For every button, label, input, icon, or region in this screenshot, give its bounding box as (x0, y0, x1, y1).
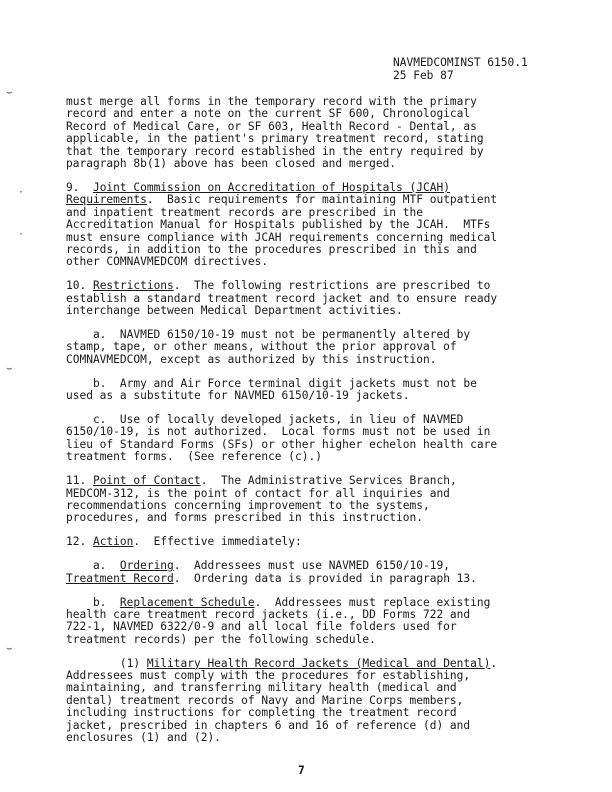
paragraph-para-10 (66, 280, 576, 317)
text-line: procedures, and forms prescribed in this instruction. (66, 511, 423, 525)
margin-mark: · (18, 229, 25, 240)
text-line: 6150/10-19, is not authorized. Local forms must not be used in (66, 425, 491, 439)
text-line: 11. Point of Contact. The Administrative Services Branch, (66, 474, 457, 488)
underlined-heading: Point of Contact (92, 474, 201, 488)
text-line: Addressees must comply with the procedures for establishing, (66, 669, 471, 683)
text-line: that the temporary record established in the entry required by (66, 144, 484, 158)
text-line: 722-1, NAVMED 6322/0-9 and all local file folders used for (66, 620, 457, 634)
underlined-heading: Replacement Schedule (119, 595, 255, 609)
underlined-heading: Restrictions (92, 279, 174, 293)
text-line: treatment forms. (See reference (c).) (66, 450, 322, 464)
margin-mark: ⌣ (6, 363, 13, 374)
text-line: COMNAVMEDCOM, except as authorized by this instruction. (66, 352, 437, 366)
margin-mark: ⌣ (6, 643, 13, 654)
page-number: 7 (298, 764, 305, 777)
text-line: record and enter a note on the current SF 600, Chronological (66, 107, 471, 121)
paragraph-para-10b (66, 378, 576, 403)
text-line: recommendations concerning improvement to the systems, (66, 498, 430, 512)
text-line: Record of Medical Care, or SF 603, Health Record - Dental, as (66, 119, 477, 133)
text-line: (1) Military Health Record Jackets (Medical and Dental). (66, 656, 498, 670)
paragraph-para-12b1 (66, 658, 576, 745)
text-line: Accreditation Manual for Hospitals published by the JCAH. MTFs (66, 218, 491, 232)
text-line: Requirements. Basic requirements for maintaining MTF outpatient (66, 193, 498, 207)
paragraph-para-12b (66, 597, 576, 647)
text-line: b. Replacement Schedule. Addressees must replace existing (66, 595, 491, 609)
text-line: Treatment Record. Ordering data is provided in paragraph 13. (66, 571, 477, 585)
text-line: establish a standard treatment record jacket and to ensure ready (66, 291, 498, 305)
text-line: MEDCOM-312, is the point of contact for all inquiries and (66, 486, 450, 500)
text-line: other COMNAVMEDCOM directives. (66, 255, 269, 269)
text-line: a. NAVMED 6150/10-19 must not be permanently altered by (66, 328, 471, 341)
page-header (393, 56, 528, 82)
text-line: jacket, prescribed in chapters 6 and 16 of reference (d) and (66, 718, 471, 732)
paragraph-para-10c (66, 414, 576, 464)
text-line: records, in addition to the procedures prescribed in this and (66, 242, 477, 256)
text-line: c. Use of locally developed jackets, in lieu of NAVMED (66, 413, 464, 427)
margin-mark: · (18, 187, 25, 198)
text-line: must ensure compliance with JCAH requirements concerning medical (66, 230, 498, 244)
text-line: dental) treatment records of Navy and Marine Corps members, (66, 693, 464, 707)
text-line: maintaining, and transferring military health (medical and (66, 681, 457, 695)
paragraph-para-12a (66, 560, 576, 585)
paragraph-para-8b-cont (66, 96, 576, 170)
text-line: must merge all forms in the temporary record with the primary (66, 95, 477, 108)
text-line: used as a substitute for NAVMED 6150/10-19 jackets. (66, 389, 410, 403)
underlined-heading: Ordering (119, 559, 174, 573)
text-line: a. Ordering. Addressees must use NAVMED 6150/10-19, (66, 559, 450, 573)
underlined-heading: Treatment Record (66, 571, 174, 585)
paragraph-para-12 (66, 536, 576, 548)
instruction-date: 25 Feb 87 (393, 69, 454, 82)
text-line: lieu of Standard Forms (SFs) or other higher echelon health care (66, 437, 498, 451)
underlined-heading: Action (92, 535, 134, 549)
text-line: and inpatient treatment records are prescribed in the (66, 205, 423, 219)
instruction-number: NAVMEDCOMINST 6150.1 (393, 56, 528, 69)
text-line: 10. Restrictions. The following restrictions are prescribed to (66, 279, 491, 293)
text-line: applicable, in the patient's primary treatment record, stating (66, 132, 484, 146)
paragraph-para-10a (66, 329, 576, 366)
underlined-heading: Requirements (66, 193, 147, 207)
paragraph-para-9 (66, 182, 576, 269)
underlined-heading: Military Health Record Jackets (Medical and Dental) (146, 656, 491, 670)
text-line: 9. Joint Commission on Accreditation of Hospitals (JCAH) (66, 180, 450, 194)
document-body (66, 96, 576, 756)
underlined-heading: Joint Commission on Accreditation of Hospitals (JCAH) (92, 180, 450, 194)
text-line: including instructions for completing the treatment record (66, 706, 457, 720)
margin-mark: ⌣ (6, 87, 13, 98)
paragraph-para-11 (66, 475, 576, 525)
text-line: treatment records) per the following schedule. (66, 632, 376, 646)
text-line: interchange between Medical Department activities. (66, 304, 403, 318)
text-line: 12. Action. Effective immediately: (66, 535, 302, 549)
text-line: stamp, tape, or other means, without the prior approval of (66, 340, 457, 354)
text-line: b. Army and Air Force terminal digit jackets must not be (66, 376, 477, 390)
text-line: health care treatment record jackets (i.e., DD Forms 722 and (66, 607, 471, 621)
text-line: paragraph 8b(1) above has been closed and merged. (66, 157, 397, 171)
text-line: enclosures (1) and (2). (66, 731, 221, 745)
